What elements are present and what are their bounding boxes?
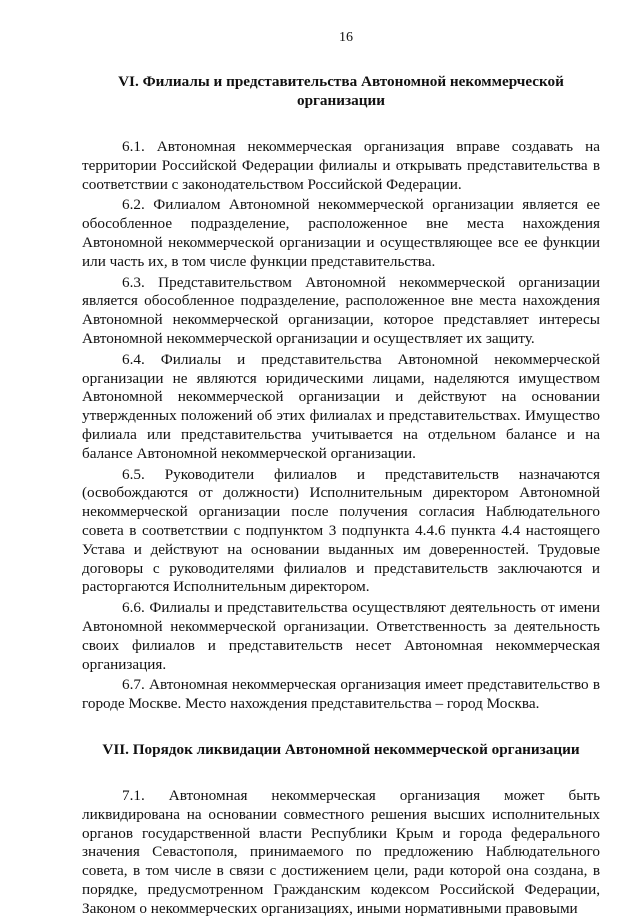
- paragraph-6-6: 6.6. Филиалы и представительства осуществляют деятельность от имени Автономной некоммерческой организации. Ответственность за деятельность своих филиалов и представительств несет Автономная некоммерческая организация.: [82, 599, 600, 673]
- paragraph-6-4: 6.4. Филиалы и представительства Автономной некоммерческой организации не являются юридическими лицами, наделяются имуществом Автономной некоммерческой организации и действуют на основании утвержденных положений об этих филиалах и представительствах. Имущество филиала или представительства учитывается на отдельном балансе и на балансе Автономной некоммерческой организации.: [82, 350, 600, 462]
- section-7-title: VII. Порядок ликвидации Автономной некоммерческой организации: [102, 740, 580, 758]
- section-6-title-line2: организации: [297, 92, 385, 109]
- section-6-title-line1: VI. Филиалы и представительства Автономной некоммерческой: [118, 73, 564, 90]
- paragraph-6-5: 6.5. Руководители филиалов и представительств назначаются (освобождаются от должности) Исполнительным директором Автономной некоммерческой организации после получения согласия Наблюдательного совета в соответствии с подпунктом 3 подпункта 4.4.6 пункта 4.4 настоящего Устава и действуют на основании выданных им доверенностей. Трудовые договоры с руководителями филиалов и представительств заключаются и расторгаются Исполнительным директором.: [82, 465, 600, 596]
- paragraph-7-1: 7.1. Автономная некоммерческая организация может быть ликвидирована на основании совместного решения высших исполнительных органов государственной власти Республики Крым и города федерального значения Севастополя, принимаемого по предложению Наблюдательного совета, в том числе в связи с достижением цели, ради которой она создана, в порядке, предусмотренном Гражданским кодексом Российской Федерации, Законом о некоммерческих организациях, иными нормативными правовыми: [82, 786, 600, 917]
- paragraph-6-2: 6.2. Филиалом Автономной некоммерческой организации является ее обособленное подразделение, расположенное вне места нахождения Автономной некоммерческой организации и осуществляющее все ее функции или часть их, в том числе функции представительства.: [82, 196, 600, 270]
- paragraph-6-7: 6.7. Автономная некоммерческая организация имеет представительство в городе Москве. Место нахождения представительства – город Москва.: [82, 676, 600, 713]
- page-number: 16: [339, 30, 353, 45]
- paragraph-6-3: 6.3. Представительством Автономной некоммерческой организации является обособленное подразделение, расположенное вне места нахождения Автономной некоммерческой организации, которое представляет интересы Автономной некоммерческой организации и осуществляет их защиту.: [82, 273, 600, 347]
- paragraph-6-1: 6.1. Автономная некоммерческая организация вправе создавать на территории Российской Федерации филиалы и открывать представительства в соответствии с законодательством Российской Федерации.: [82, 138, 600, 193]
- section-6-title: [82, 72, 600, 110]
